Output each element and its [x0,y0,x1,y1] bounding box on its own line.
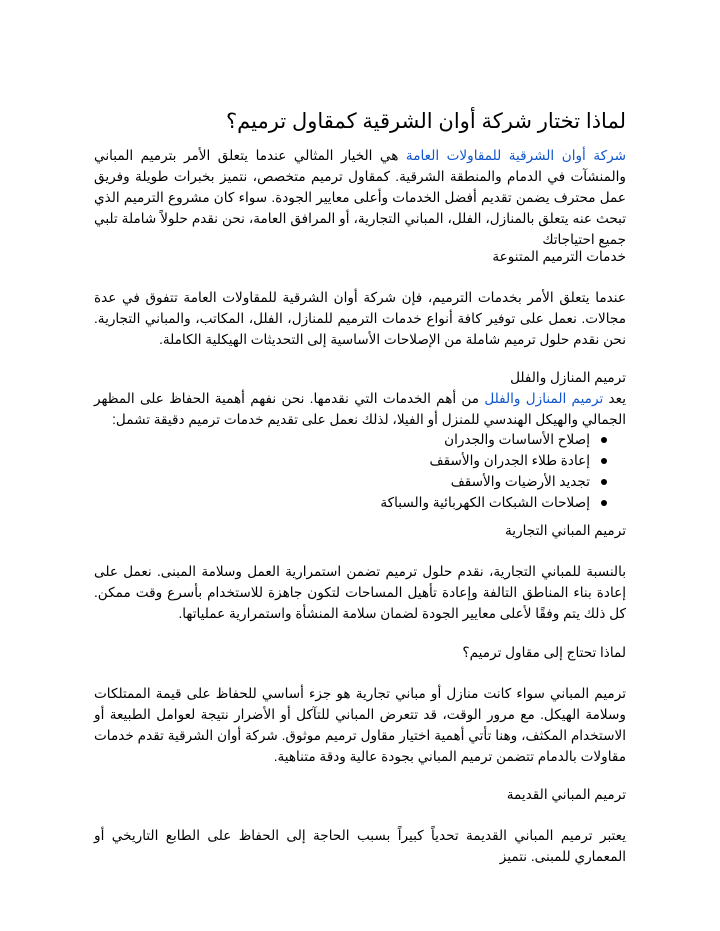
list-item [94,471,626,492]
section-heading-homes: ترميم المنازل والفلل [510,370,626,385]
list-item-text: إصلاحات الشبكات الكهربائية والسباكة [380,495,590,510]
section-heading-commercial: ترميم المباني التجارية [505,523,626,538]
company-link[interactable]: شركة أوان الشرقية للمقاولات العامة [405,148,626,163]
homes-text: من أهم الخدمات التي نقدمها. نحن نفهم أهمية الحفاظ على المظهر الجمالي والهيكل الهندسي للمنزل أو الفيلا، لذلك نعمل على تقديم خدمات ترميم دقيقة تشمل: [94,391,626,427]
list-item [94,429,626,450]
list-item-text: تجديد الأرضيات والأسقف [450,474,590,489]
list-item [94,492,626,513]
commercial-paragraph: بالنسبة للمباني التجارية، نقدم حلول ترميم تضمن استمرارية العمل وسلامة المبنى. نعمل على إعادة بناء المناطق التالفة وإعادة تأهيل المساحات لتكون جاهزة للاستخدام بأسرع وقت ممكن. كل ذلك يتم وفقًا لأعلى معايير الجودة لضمان سلامة المنشأة واستمرارية عملياتها. [94,564,626,621]
section-heading-why: لماذا تحتاج إلى مقاول ترميم؟ [462,645,626,660]
section-heading-old: ترميم المباني القديمة [506,787,626,802]
why-paragraph: ترميم المباني سواء كانت منازل أو مباني تجارية هو جزء أساسي للحفاظ على قيمة الممتلكات وسلامة الهيكل. مع مرور الوقت، قد تتعرض المباني للتآكل أو الأضرار نتيجة لعوامل الطبيعة أو الاستخدام المكثف، وهنا تأتي أهمية اختيار مقاول ترميم موثوق. شركة أوان الشرقية تقدم خدمات مقاولات بالدمام تتضمن ترميم المباني بجودة عالية ودقة متناهية. [94,686,626,764]
list-item [94,450,626,471]
homes-bullet-list [94,429,626,513]
old-paragraph: يعتبر ترميم المباني القديمة تحدياً كبيراً بسبب الحاجة إلى الحفاظ على الطابع التاريخي أو المعماري للمبنى. نتميز [94,828,626,864]
list-item-text: إعادة طلاء الجدران والأسقف [429,453,590,468]
list-item-text: إصلاح الأساسات والجدران [444,432,590,447]
intro-text: هي الخيار المثالي عندما يتعلق الأمر بترميم المباني والمنشآت في الدمام والمنطقة الشرقية. كمقاول ترميم متخصص، نتميز بخبرات طويلة وفريق عمل محترف يضمن تقديم أفضل الخدمات وأعلى معايير الجودة. سواء كان مشروع الترميم الذي تبحث عنه يتعلق بالمنازل، الفلل، المباني التجارية، أو المرافق العامة، نحن نقدم حلولاً شاملة تلبي جميع احتياجاتك [94,148,626,247]
section-heading-diverse: خدمات الترميم المتنوعة [492,249,626,264]
page-title: لماذا تختار شركة أوان الشرقية كمقاول ترميم؟ [226,110,626,133]
diverse-paragraph: عندما يتعلق الأمر بخدمات الترميم، فإن شركة أوان الشرقية للمقاولات العامة تتفوق في عدة مجالات. نعمل على توفير كافة أنواع خدمات الترميم للمنازل، الفلل، المكاتب، والمباني التجارية. نحن نقدم حلول ترميم شاملة من الإصلاحات الأساسية إلى التحديثات الهيكلية الكاملة. [94,290,626,347]
bullet-dot-icon [601,479,607,485]
homes-link[interactable]: ترميم المنازل والفلل [484,391,604,406]
homes-prefix: يعد [603,391,626,406]
bullet-dot-icon [601,458,607,464]
intro-paragraph [94,145,626,250]
bullet-dot-icon [601,500,607,506]
homes-paragraph [94,388,626,430]
bullet-dot-icon [601,437,607,443]
